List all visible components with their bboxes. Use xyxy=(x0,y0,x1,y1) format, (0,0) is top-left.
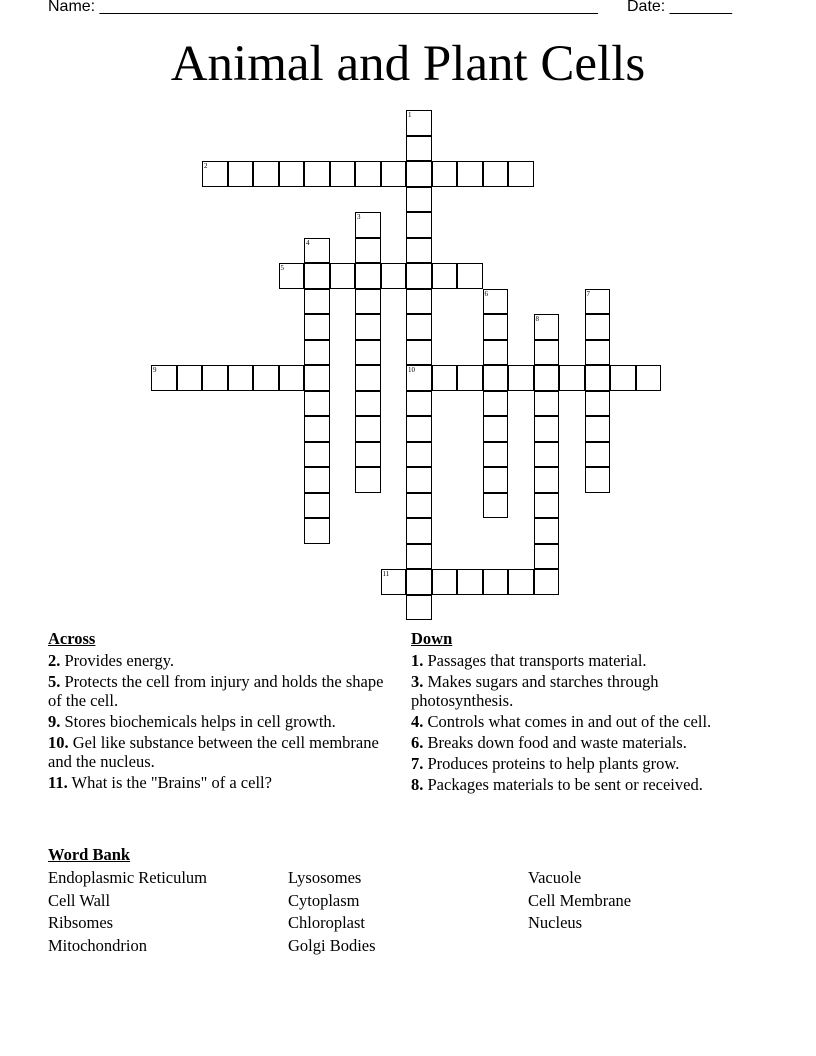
grid-cell[interactable] xyxy=(483,340,509,366)
grid-cell[interactable] xyxy=(279,161,305,187)
grid-cell[interactable] xyxy=(585,442,611,468)
grid-cell[interactable] xyxy=(355,161,381,187)
grid-cell[interactable] xyxy=(534,442,560,468)
grid-cell[interactable] xyxy=(534,467,560,493)
word-bank-word: Chloroplast xyxy=(288,913,365,932)
clue-text: Makes sugars and starches through photosynthesis. xyxy=(411,672,659,710)
clue-number: 7. xyxy=(411,754,424,773)
down-heading: Down xyxy=(411,629,453,648)
clue-text: Packages materials to be sent or received. xyxy=(427,775,703,794)
grid-cell[interactable] xyxy=(406,391,432,417)
grid-cell[interactable] xyxy=(355,365,381,391)
word-bank-word: Endoplasmic Reticulum xyxy=(48,868,208,887)
clue-number: 10. xyxy=(48,733,69,752)
name-field[interactable]: Name: ________________________________________________________ xyxy=(48,0,598,15)
word-bank-column xyxy=(48,867,207,957)
clue-text: Protects the cell from injury and holds the shape of the cell. xyxy=(48,672,384,710)
grid-cell[interactable] xyxy=(355,340,381,366)
grid-cell[interactable] xyxy=(534,340,560,366)
clue-down-4 xyxy=(411,712,756,731)
clue-number: 11. xyxy=(48,773,68,792)
grid-cell[interactable] xyxy=(304,416,330,442)
clue-down-6 xyxy=(411,733,756,752)
clue-number: 5. xyxy=(48,672,61,691)
grid-cell[interactable] xyxy=(279,365,305,391)
word-bank-word: Cytoplasm xyxy=(288,890,360,910)
page-title: Animal and Plant Cells xyxy=(170,36,646,92)
grid-cell[interactable] xyxy=(610,365,636,391)
grid-cell[interactable] xyxy=(406,289,432,315)
grid-cell[interactable] xyxy=(457,365,483,391)
grid-cell[interactable] xyxy=(534,391,560,417)
grid-cell[interactable] xyxy=(406,314,432,340)
grid-cell[interactable] xyxy=(228,365,254,391)
grid-cell[interactable] xyxy=(355,263,381,289)
grid-cell[interactable] xyxy=(406,161,432,187)
grid-cell[interactable] xyxy=(483,314,509,340)
grid-cell[interactable] xyxy=(457,161,483,187)
grid-cell[interactable] xyxy=(202,365,228,391)
grid-cell[interactable] xyxy=(355,416,381,442)
grid-cell[interactable] xyxy=(228,161,254,187)
grid-cell[interactable] xyxy=(406,136,432,162)
word-bank-column xyxy=(528,867,631,935)
grid-cell[interactable] xyxy=(406,493,432,519)
grid-cell[interactable] xyxy=(432,365,458,391)
clue-number-label: 5 xyxy=(280,264,284,272)
word-bank-word: Golgi Bodies xyxy=(288,935,376,955)
across-clues xyxy=(48,629,393,794)
clue-across-9 xyxy=(48,712,393,731)
grid-cell[interactable] xyxy=(483,416,509,442)
clue-down-8 xyxy=(411,775,756,794)
grid-cell[interactable] xyxy=(355,467,381,493)
grid-cell[interactable] xyxy=(534,544,560,570)
clue-text: Gel like substance between the cell membrane and the nucleus. xyxy=(48,733,379,771)
grid-cell[interactable] xyxy=(406,263,432,289)
word-bank-word: Cell Membrane xyxy=(528,890,632,910)
grid-cell[interactable] xyxy=(406,569,432,595)
grid-cell[interactable] xyxy=(585,467,611,493)
grid-cell[interactable] xyxy=(406,544,432,570)
grid-cell[interactable] xyxy=(406,518,432,544)
word-bank-word: Nucleus xyxy=(528,913,583,932)
grid-cell[interactable] xyxy=(304,340,330,366)
clue-number: 6. xyxy=(411,733,424,752)
clue-number-label: 6 xyxy=(484,289,488,298)
grid-cell[interactable] xyxy=(304,442,330,468)
clue-number-label: 7 xyxy=(586,289,590,298)
word-bank-word: Vacuole xyxy=(528,868,582,887)
clue-number-label: 11 xyxy=(382,570,390,578)
grid-cell[interactable] xyxy=(304,289,330,315)
clue-text: What is the "Brains" of a cell? xyxy=(71,773,272,792)
grid-cell[interactable] xyxy=(534,416,560,442)
grid-cell[interactable] xyxy=(483,161,509,187)
grid-cell[interactable] xyxy=(253,161,279,187)
word-bank-word: Lysosomes xyxy=(288,868,362,887)
grid-cell[interactable] xyxy=(534,518,560,544)
across-heading: Across xyxy=(48,629,96,648)
grid-cell[interactable] xyxy=(355,238,381,264)
clue-text: Produces proteins to help plants grow. xyxy=(427,754,680,773)
grid-cell[interactable] xyxy=(534,493,560,519)
date-field[interactable]: Date: _______ xyxy=(627,0,732,15)
grid-cell[interactable] xyxy=(253,365,279,391)
clue-text: Breaks down food and waste materials. xyxy=(427,733,687,752)
word-bank-column xyxy=(288,867,376,957)
grid-cell[interactable] xyxy=(585,340,611,366)
clue-text: Controls what comes in and out of the cell. xyxy=(427,712,712,731)
grid-cell[interactable] xyxy=(304,161,330,187)
grid-cell[interactable] xyxy=(457,263,483,289)
grid-cell[interactable] xyxy=(381,161,407,187)
grid-cell[interactable] xyxy=(585,314,611,340)
clue-number-label: 4 xyxy=(306,238,310,247)
clue-across-5 xyxy=(48,672,393,710)
grid-cell[interactable] xyxy=(406,340,432,366)
grid-cell[interactable] xyxy=(483,391,509,417)
clue-number-label: 9 xyxy=(153,366,157,374)
clue-number-label: 1 xyxy=(408,111,412,119)
grid-cell[interactable] xyxy=(355,314,381,340)
clue-number: 8. xyxy=(411,775,424,794)
grid-cell[interactable] xyxy=(585,416,611,442)
grid-cell[interactable] xyxy=(304,314,330,340)
clue-across-2 xyxy=(48,651,393,670)
clue-across-11 xyxy=(48,773,393,792)
word-bank-heading: Word Bank xyxy=(48,845,131,864)
grid-cell[interactable] xyxy=(483,442,509,468)
grid-cell[interactable] xyxy=(432,161,458,187)
grid-cell[interactable] xyxy=(534,569,560,595)
grid-cell[interactable] xyxy=(406,595,432,621)
clue-number: 9. xyxy=(48,712,61,731)
clue-number-label: 8 xyxy=(535,315,539,323)
grid-cell[interactable] xyxy=(534,365,560,391)
grid-cell[interactable] xyxy=(483,467,509,493)
grid-cell[interactable] xyxy=(457,569,483,595)
grid-cell[interactable] xyxy=(304,263,330,289)
grid-cell[interactable] xyxy=(355,391,381,417)
clue-number: 4. xyxy=(411,712,424,731)
clue-down-1 xyxy=(411,651,756,670)
grid-cell[interactable] xyxy=(330,263,356,289)
clue-text: Stores biochemicals helps in cell growth. xyxy=(64,712,336,731)
grid-cell[interactable] xyxy=(330,161,356,187)
grid-cell[interactable] xyxy=(483,569,509,595)
grid-cell[interactable] xyxy=(406,238,432,264)
clue-number-label: 2 xyxy=(204,162,208,170)
grid-cell[interactable] xyxy=(406,442,432,468)
grid-cell[interactable] xyxy=(585,391,611,417)
word-bank-word: Ribsomes xyxy=(48,913,114,932)
down-clues xyxy=(411,629,756,796)
grid-cell[interactable] xyxy=(483,493,509,519)
clue-down-7 xyxy=(411,754,756,773)
clue-number-label: 3 xyxy=(357,213,361,221)
grid-cell[interactable] xyxy=(432,569,458,595)
grid-cell[interactable] xyxy=(483,365,509,391)
clue-down-3 xyxy=(411,672,756,710)
grid-cell[interactable] xyxy=(585,365,611,391)
grid-cell[interactable] xyxy=(406,212,432,238)
grid-cell[interactable] xyxy=(508,365,534,391)
grid-cell[interactable] xyxy=(177,365,203,391)
clue-number-label: 10 xyxy=(408,366,415,374)
clue-number: 2. xyxy=(48,651,61,670)
grid-cell[interactable] xyxy=(559,365,585,391)
word-bank-word: Cell Wall xyxy=(48,890,111,910)
grid-cell[interactable] xyxy=(636,365,662,391)
grid-cell[interactable] xyxy=(304,518,330,544)
grid-cell[interactable] xyxy=(304,467,330,493)
grid-cell[interactable] xyxy=(304,391,330,417)
clue-text: Provides energy. xyxy=(64,651,175,670)
grid-cell[interactable] xyxy=(355,289,381,315)
grid-cell[interactable] xyxy=(406,467,432,493)
grid-cell[interactable] xyxy=(381,263,407,289)
clue-number: 3. xyxy=(411,672,424,691)
word-bank-word: Mitochondrion xyxy=(48,935,147,955)
grid-cell[interactable] xyxy=(432,263,458,289)
grid-cell[interactable] xyxy=(406,416,432,442)
grid-cell[interactable] xyxy=(406,187,432,213)
grid-cell[interactable] xyxy=(355,442,381,468)
grid-cell[interactable] xyxy=(508,569,534,595)
clue-across-10 xyxy=(48,733,393,771)
grid-cell[interactable] xyxy=(304,365,330,391)
clue-number: 1. xyxy=(411,651,424,670)
grid-cell[interactable] xyxy=(304,493,330,519)
clue-text: Passages that transports material. xyxy=(427,651,647,670)
grid-cell[interactable] xyxy=(508,161,534,187)
